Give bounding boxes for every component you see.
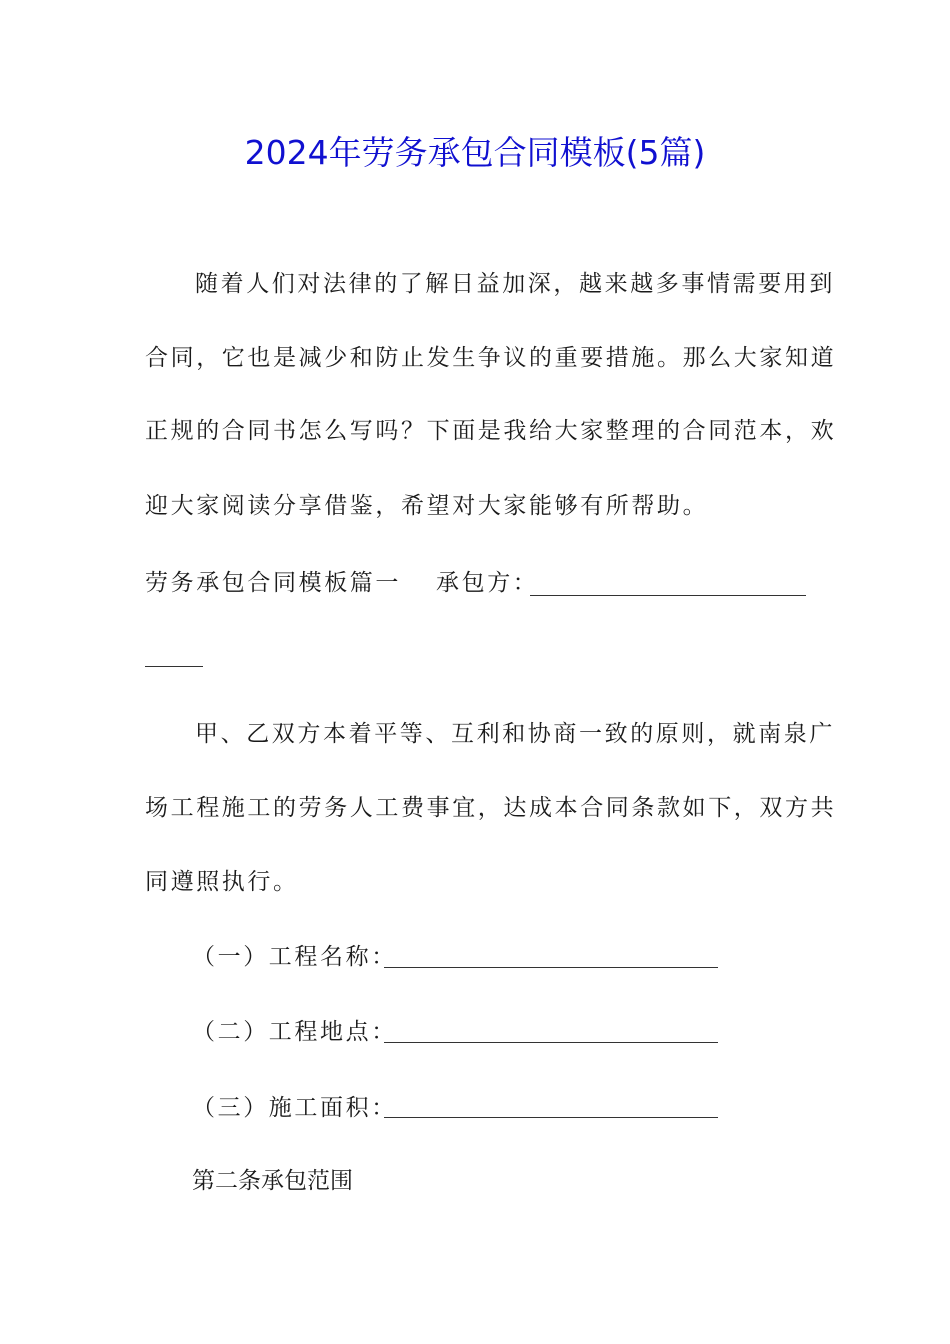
principle-line-1: 甲、乙双方本着平等、互利和协商一致的原则，就南泉广 [195, 721, 835, 747]
contractor-blank-continued[interactable] [145, 666, 203, 667]
contractor-label: 承包方： [436, 570, 539, 596]
contractor-blank[interactable] [530, 595, 806, 596]
construction-area-label: （三）施工面积： [192, 1095, 397, 1121]
intro-line-2: 合同，它也是减少和防止发生争议的重要措施。那么大家知道 [145, 345, 837, 371]
principle-line-3: 同遵照执行。 [145, 869, 299, 895]
article-two-heading: 第二条承包范围 [192, 1168, 353, 1194]
section-heading: 劳务承包合同模板篇一 [145, 570, 401, 596]
principle-line-2: 场工程施工的劳务人工费事宜，达成本合同条款如下，双方共 [145, 795, 837, 821]
project-location-label: （二）工程地点： [192, 1019, 397, 1045]
document-title: 2024年劳务承包合同模板(5篇) [244, 133, 706, 172]
project-location-blank[interactable] [384, 1042, 718, 1043]
construction-area-blank[interactable] [384, 1117, 718, 1118]
intro-line-1: 随着人们对法律的了解日益加深，越来越多事情需要用到 [195, 271, 835, 297]
intro-line-4: 迎大家阅读分享借鉴，希望对大家能够有所帮助。 [145, 493, 709, 519]
intro-line-3: 正规的合同书怎么写吗？下面是我给大家整理的合同范本，欢 [145, 418, 837, 444]
project-name-blank[interactable] [384, 967, 718, 968]
project-name-label: （一）工程名称： [192, 944, 397, 970]
